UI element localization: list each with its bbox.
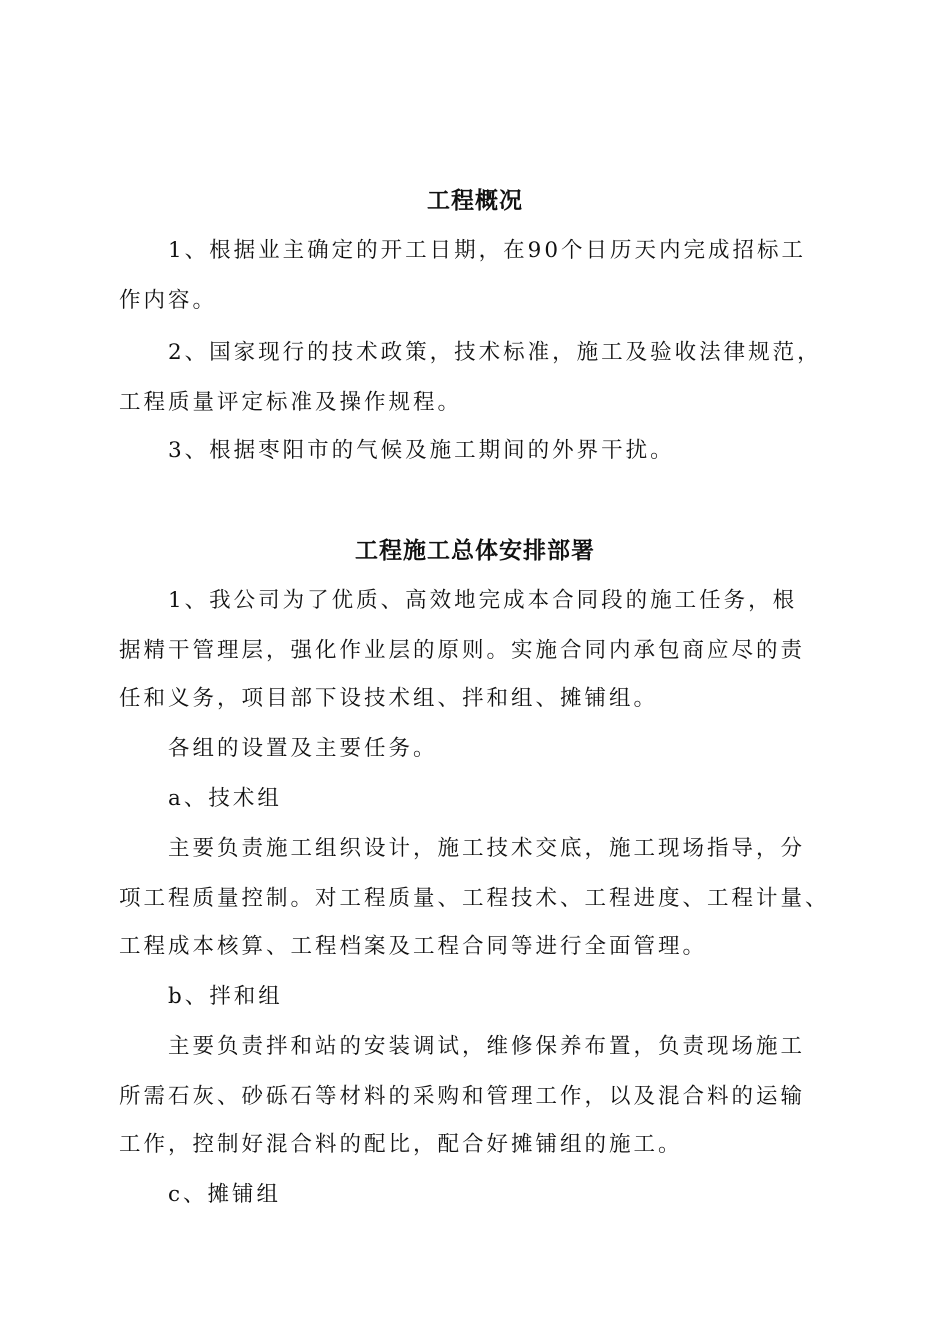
group-a-line-1: 主要负责施工组织设计，施工技术交底，施工现场指导，分 (168, 836, 806, 861)
group-b-line-2: 所需石灰、砂砾石等材料的采购和管理工作，以及混合料的运输 (119, 1084, 806, 1109)
group-c-label: c、摊铺组 (168, 1182, 282, 1207)
group-b-label: b、拌和组 (168, 984, 283, 1009)
groups-intro: 各组的设置及主要任务。 (168, 736, 438, 761)
overview-item-2-line-2: 工程质量评定标准及操作规程。 (119, 390, 463, 415)
section-title-deployment: 工程施工总体安排部署 (355, 538, 595, 564)
group-a-label: a、技术组 (168, 786, 282, 811)
group-a-line-3: 工程成本核算、工程档案及工程合同等进行全面管理。 (119, 934, 708, 959)
group-a-line-2: 项工程质量控制。对工程质量、工程技术、工程进度、工程计量、 (119, 886, 830, 911)
deployment-para-line-1: 1、我公司为了优质、高效地完成本合同段的施工任务，根 (168, 588, 798, 613)
section-title-overview: 工程概况 (427, 188, 523, 214)
overview-item-1-line-1: 1、根据业主确定的开工日期，在90个日历天内完成招标工 (168, 238, 807, 263)
group-b-line-1: 主要负责拌和站的安装调试，维修保养布置，负责现场施工 (168, 1034, 806, 1059)
deployment-para-line-2: 据精干管理层，强化作业层的原则。实施合同内承包商应尽的责 (119, 638, 806, 663)
overview-item-3-line-1: 3、根据枣阳市的气候及施工期间的外界干扰。 (168, 438, 675, 463)
overview-item-1-line-2: 作内容。 (119, 288, 218, 313)
deployment-para-line-3: 任和义务，项目部下设技术组、拌和组、摊铺组。 (119, 686, 659, 711)
overview-item-2-line-1: 2、国家现行的技术政策，技术标准，施工及验收法律规范， (168, 340, 822, 365)
group-b-line-3: 工作，控制好混合料的配比，配合好摊铺组的施工。 (119, 1132, 683, 1157)
